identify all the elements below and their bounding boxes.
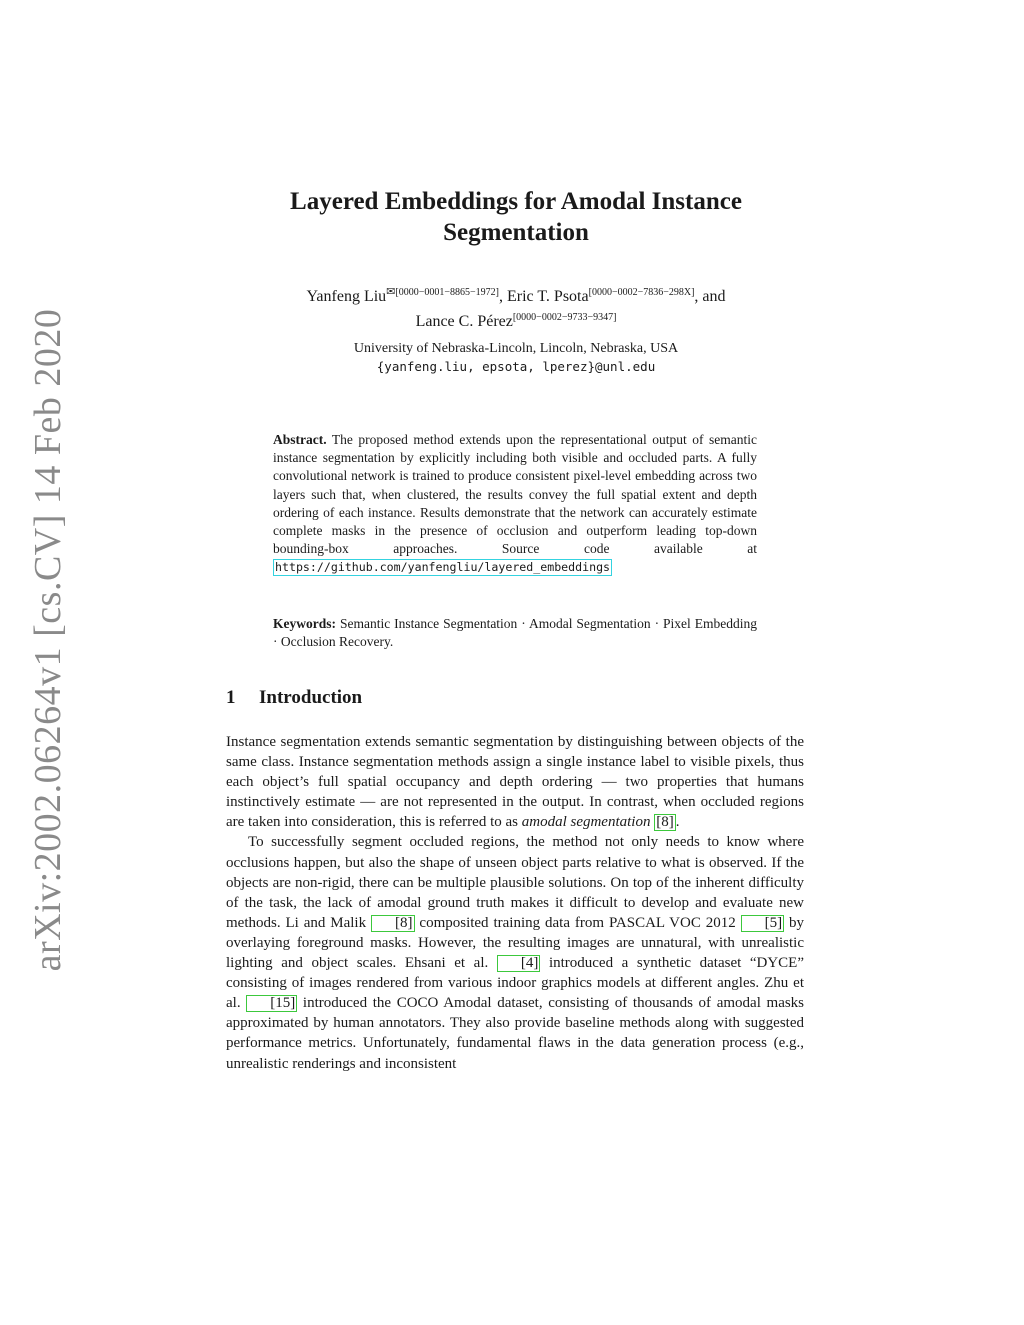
author-orcid-3: [0000−0002−9733−9347] [512,312,617,323]
section-title: Introduction [259,687,363,708]
section-number: 1 [226,687,236,708]
author-emails: {yanfeng.liu, epsota, lperez}@unl.edu [376,359,656,374]
keywords-label: Keywords: [273,616,336,631]
author-line-1 [226,282,806,307]
intro-paragraph-2 [226,832,804,1073]
citation-8[interactable]: [8] [371,915,415,932]
intro-p2-text-c: by overlaying foreground masks. However, the resulting images are unnatural, with unrealistic lighting and object scales. Ehsani et al. [226,914,805,972]
intro-p1-end: . [675,814,680,831]
intro-p1-text: Instance segmentation extends semantic segmentation by distinguishing between objects of the same class. Instance segmentation methods assign a single instance label to visible pixels, thus each object’s full spatial occupancy and depth ordering — two properties that humans instinctively estimate — are not represented in the output. In contrast, when occluded regions are taken into consideration, this is referred to as [226,734,804,831]
author-orcid-2: [0000−0002−7836−298X] [588,287,695,298]
citation-5[interactable]: [5] [741,915,785,932]
intro-p2-text-e: introduced the COCO Amodal dataset, consisting of thousands of amodal masks approximated by human annotators. They also provide baseline methods along with suggested performance metrics. Unfortunately, fundamental flaws in the data generation process (e.g., unrealistic renderings and inconsistent [226,995,805,1072]
citation-8[interactable]: [8] [656,814,674,831]
intro-paragraph-1 [226,732,804,832]
keywords [273,615,757,651]
envelope-icon: ✉ [386,286,396,298]
citation-15[interactable]: [15] [246,995,297,1012]
abstract-label: Abstract. [273,432,327,447]
author-list [226,282,806,332]
introduction-body [226,732,804,1074]
intro-p2-text-a: To successfully segment occluded regions, the method not only needs to know where occlusions happen, but also the shape of unseen object parts relative to what is observed. If the objects are non-rigid, there can be multiple plausible solutions. On top of the inherent difficulty of the task, the lack of amodal ground truth makes it difficult to develop and evaluate new methods. Li and Malik [226,834,804,931]
author-orcid-1: [0000−0001−8865−1972] [395,287,499,298]
affiliation-block [226,340,806,376]
affiliation: University of Nebraska-Lincoln, Lincoln, Nebraska, USA [353,341,679,356]
author-separator-1: , [498,288,507,305]
author-name-1: Yanfeng Liu [306,288,387,305]
author-name-3: Lance C. Pérez [415,313,513,330]
source-code-link[interactable]: https://github.com/yanfengliu/layered_embeddings [275,560,611,575]
amodal-segmentation-term: amodal segmentation [521,814,651,831]
author-line-2 [226,307,806,332]
paper-title [226,186,806,248]
author-separator-2: , and [694,288,726,305]
title-line-1: Layered Embeddings for Amodal Instance [290,188,742,215]
arxiv-identifier-stamp: arXiv:2002.06264v1 [cs.CV] 14 Feb 2020 [27,308,69,972]
title-line-2: Segmentation [443,219,589,246]
citation-4[interactable]: [4] [497,955,541,972]
section-heading-introduction [226,687,362,709]
keywords-text: Semantic Instance Segmentation · Amodal Segmentation · Pixel Embedding · Occlusion Recovery. [273,616,757,650]
intro-p2-text-b: composited training data from PASCAL VOC 2012 [419,914,736,931]
author-name-2: Eric T. Psota [506,288,589,305]
abstract [273,431,757,577]
intro-p2-text-d: introduced a synthetic dataset “DYCE” consisting of images rendered from various indoor graphics models at different angles. Zhu et al. [226,955,805,1012]
abstract-text: The proposed method extends upon the representational output of semantic instance segmentation by explicitly including both visible and occluded parts. A fully convolutional network is trained to produce consistent pixel-level embedding across two layers such that, when clustered, the results convey the full spatial extent and depth ordering of each instance. Results demonstrate that the network can accurately estimate complete masks in the presence of occlusion and outperform leading top-down bounding-box approaches. Source code available at [273,432,758,557]
